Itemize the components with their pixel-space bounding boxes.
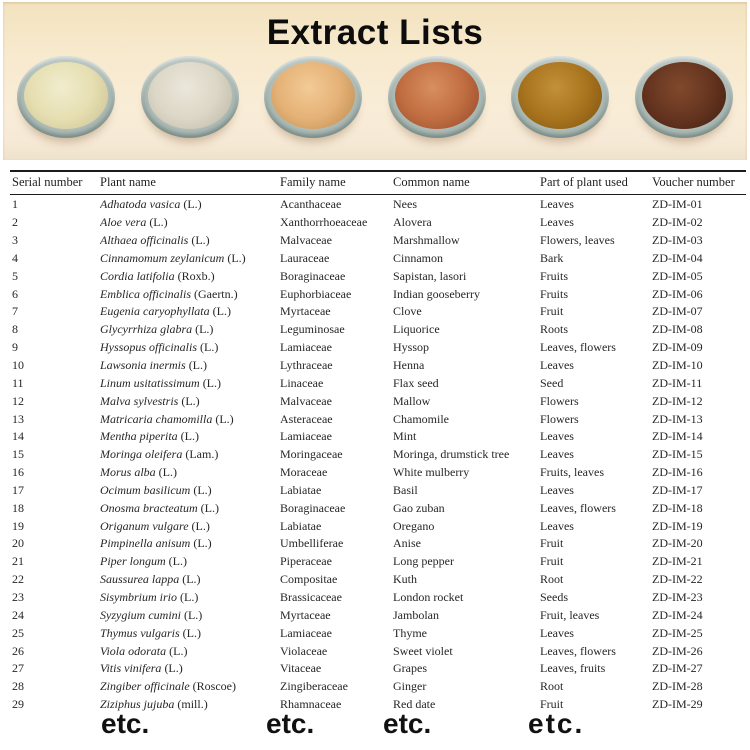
cell-family-name: Boraginaceae [280, 268, 346, 283]
plant-latin-name: Emblica officinalis [100, 286, 191, 301]
cell-part-of-plant: Seeds [540, 589, 568, 604]
cell-serial-number: 15 [12, 447, 24, 462]
petri-dish-bowl-1 [17, 56, 115, 138]
cell-voucher-number: ZD-IM-11 [652, 375, 703, 390]
cell-part-of-plant: Fruits, leaves [540, 465, 604, 480]
table-row [10, 339, 746, 357]
plant-latin-name: Mentha piperita [100, 429, 178, 444]
cell-voucher-number: ZD-IM-04 [652, 250, 703, 265]
cell-plant-name: Syzygium cumini (L.) [100, 607, 203, 622]
cell-common-name: Alovera [393, 215, 432, 230]
cell-serial-number: 1 [12, 197, 18, 212]
cell-common-name: Sweet violet [393, 643, 453, 658]
plant-latin-name: Malva sylvestris [100, 393, 179, 408]
cell-common-name: Chamomile [393, 411, 449, 426]
cell-serial-number: 10 [12, 358, 24, 373]
table-row [10, 428, 746, 446]
extract-photo-banner [3, 2, 747, 160]
cell-plant-name: Cinnamomum zeylanicum (L.) [100, 250, 246, 265]
cell-voucher-number: ZD-IM-12 [652, 393, 703, 408]
cell-serial-number: 17 [12, 482, 24, 497]
cell-plant-name: Pimpinella anisum (L.) [100, 536, 212, 551]
cell-family-name: Labiatae [280, 482, 322, 497]
cell-serial-number: 26 [12, 643, 24, 658]
etc-label-2: etc. [266, 708, 315, 739]
cell-part-of-plant: Leaves [540, 197, 574, 212]
cell-plant-name: Aloe vera (L.) [100, 215, 168, 230]
cell-voucher-number: ZD-IM-05 [652, 268, 703, 283]
cell-voucher-number: ZD-IM-16 [652, 465, 703, 480]
cell-part-of-plant: Leaves, fruits [540, 661, 606, 676]
cell-plant-name: Viola odorata (L.) [100, 643, 188, 658]
cell-family-name: Moringaceae [280, 447, 343, 462]
cell-plant-name: Lawsonia inermis (L.) [100, 358, 208, 373]
cell-common-name: Oregano [393, 518, 435, 533]
cell-family-name: Malvaceae [280, 393, 332, 408]
cell-serial-number: 19 [12, 518, 24, 533]
cell-serial-number: 20 [12, 536, 24, 551]
cell-part-of-plant: Fruit, leaves [540, 607, 600, 622]
cell-family-name: Acanthaceae [280, 197, 342, 212]
cell-family-name: Vitaceae [280, 661, 322, 676]
cell-plant-name: Ziziphus jujuba (mill.) [100, 697, 208, 712]
plant-latin-name: Linum usitatissimum [100, 375, 200, 390]
cell-voucher-number: ZD-IM-14 [652, 429, 703, 444]
light-tan-powder [271, 62, 355, 129]
cell-family-name: Lamiaceae [280, 625, 332, 640]
cell-family-name: Zingiberaceae [280, 679, 348, 694]
cell-voucher-number: ZD-IM-24 [652, 607, 703, 622]
cell-family-name: Euphorbiaceae [280, 286, 352, 301]
cell-common-name: Mallow [393, 393, 431, 408]
cell-family-name: Rhamnaceae [280, 697, 342, 712]
cell-part-of-plant: Leaves [540, 482, 574, 497]
table-row [10, 482, 746, 500]
cell-common-name: Thyme [393, 625, 427, 640]
cell-family-name: Boraginaceae [280, 500, 346, 515]
table-row [10, 642, 746, 660]
column-header-0: Serial number [12, 175, 83, 189]
cell-plant-name: Eugenia caryophyllata (L.) [100, 304, 231, 319]
cell-family-name: Compositae [280, 572, 338, 587]
golden-brown-powder [518, 62, 602, 129]
cell-family-name: Lamiaceae [280, 429, 332, 444]
table-row [10, 517, 746, 535]
cell-plant-name: Sisymbrium irio (L.) [100, 589, 199, 604]
cell-common-name: Nees [393, 197, 417, 212]
cell-serial-number: 11 [12, 375, 24, 390]
cell-serial-number: 8 [12, 322, 18, 337]
cell-part-of-plant: Fruits [540, 286, 569, 301]
table-row [10, 678, 746, 696]
cell-part-of-plant: Leaves, flowers [540, 340, 616, 355]
cell-family-name: Umbelliferae [280, 536, 344, 551]
cell-common-name: London rocket [393, 589, 464, 604]
cell-family-name: Myrtaceae [280, 607, 331, 622]
cell-family-name: Piperaceae [280, 554, 332, 569]
cell-serial-number: 23 [12, 589, 24, 604]
plant-latin-name: Syzygium cumini [100, 607, 181, 622]
petri-dish-bowl-5 [511, 56, 609, 138]
cell-voucher-number: ZD-IM-02 [652, 215, 703, 230]
cell-family-name: Violaceae [280, 643, 328, 658]
cell-plant-name: Zingiber officinale (Roscoe) [100, 679, 236, 694]
plant-latin-name: Sisymbrium irio [100, 589, 178, 604]
cell-common-name: Mint [393, 429, 417, 444]
cell-serial-number: 13 [12, 411, 24, 426]
cell-plant-name: Mentha piperita (L.) [100, 429, 199, 444]
cell-serial-number: 16 [12, 465, 24, 480]
cell-voucher-number: ZD-IM-09 [652, 340, 703, 355]
cell-plant-name: Cordia latifolia (Roxb.) [100, 268, 215, 283]
cell-family-name: Malvaceae [280, 233, 332, 248]
cell-plant-name: Matricaria chamomilla (L.) [100, 411, 234, 426]
cell-common-name: Moringa, drumstick tree [393, 447, 510, 462]
table-row [10, 267, 746, 285]
cell-family-name: Moraceae [280, 465, 328, 480]
cell-family-name: Lauraceae [280, 250, 330, 265]
cell-serial-number: 24 [12, 607, 24, 622]
cell-part-of-plant: Flowers, leaves [540, 233, 615, 248]
table-row [10, 535, 746, 553]
cell-part-of-plant: Leaves [540, 447, 574, 462]
plant-latin-name: Moringa oleifera [100, 447, 183, 462]
cell-serial-number: 18 [12, 500, 24, 515]
cell-serial-number: 3 [12, 233, 18, 248]
table-row [10, 374, 746, 392]
cell-common-name: Grapes [393, 661, 427, 676]
cell-plant-name: Onosma bracteatum (L.) [100, 500, 219, 515]
cell-common-name: Gao zuban [393, 500, 445, 515]
cell-serial-number: 28 [12, 679, 24, 694]
plant-latin-name: Cordia latifolia [100, 268, 175, 283]
cell-voucher-number: ZD-IM-27 [652, 661, 703, 676]
cell-serial-number: 25 [12, 625, 24, 640]
cell-part-of-plant: Fruit [540, 536, 564, 551]
table-row [10, 464, 746, 482]
plant-latin-name: Ziziphus jujuba [100, 697, 175, 712]
plant-latin-name: Thymus vulgaris [100, 625, 180, 640]
plant-latin-name: Zingiber officinale [100, 679, 190, 694]
cell-plant-name: Vitis vinifera (L.) [100, 661, 183, 676]
cell-part-of-plant: Fruits [540, 268, 569, 283]
plant-latin-name: Eugenia caryophyllata [100, 304, 210, 319]
petri-dish-bowl-2 [141, 56, 239, 138]
cell-serial-number: 4 [12, 250, 18, 265]
cell-common-name: White mulberry [393, 465, 470, 480]
table-row [10, 499, 746, 517]
table-row [10, 250, 746, 268]
cell-plant-name: Origanum vulgare (L.) [100, 518, 210, 533]
plant-latin-name: Matricaria chamomilla [100, 411, 213, 426]
plant-latin-name: Morus alba [100, 465, 156, 480]
plant-latin-name: Pimpinella anisum [100, 536, 191, 551]
plant-latin-name: Origanum vulgare [100, 518, 189, 533]
column-header-4: Part of plant used [540, 175, 628, 189]
cell-plant-name: Saussurea lappa (L.) [100, 572, 201, 587]
plant-latin-name: Althaea officinalis [100, 233, 189, 248]
cell-part-of-plant: Leaves, flowers [540, 643, 616, 658]
cell-part-of-plant: Roots [540, 322, 569, 337]
cell-plant-name: Morus alba (L.) [100, 465, 177, 480]
table-row [10, 446, 746, 464]
cell-voucher-number: ZD-IM-17 [652, 482, 703, 497]
plant-latin-name: Ocimum basilicum [100, 482, 191, 497]
cell-part-of-plant: Leaves [540, 215, 574, 230]
plant-latin-name: Onosma bracteatum [100, 500, 198, 515]
column-header-2: Family name [280, 175, 346, 189]
cell-part-of-plant: Seed [540, 375, 564, 390]
cell-voucher-number: ZD-IM-06 [652, 286, 703, 301]
cell-serial-number: 2 [12, 215, 18, 230]
table-row [10, 196, 746, 214]
cell-voucher-number: ZD-IM-01 [652, 197, 703, 212]
cell-part-of-plant: Fruit [540, 697, 564, 712]
cell-voucher-number: ZD-IM-15 [652, 447, 703, 462]
cell-serial-number: 29 [12, 697, 24, 712]
terracotta-powder [395, 62, 479, 129]
etc-label-4: etc. [528, 708, 585, 739]
cell-serial-number: 7 [12, 304, 18, 319]
cell-serial-number: 12 [12, 393, 24, 408]
table-row [10, 606, 746, 624]
cell-part-of-plant: Bark [540, 250, 564, 265]
petri-dish-bowl-4 [388, 56, 486, 138]
cell-voucher-number: ZD-IM-22 [652, 572, 703, 587]
cell-part-of-plant: Root [540, 679, 564, 694]
cell-common-name: Indian gooseberry [393, 286, 480, 301]
cell-voucher-number: ZD-IM-25 [652, 625, 703, 640]
cell-part-of-plant: Leaves, flowers [540, 500, 616, 515]
table-header-row [10, 170, 746, 195]
cell-family-name: Labiatae [280, 518, 322, 533]
column-header-1: Plant name [100, 175, 156, 189]
cell-common-name: Sapistan, lasori [393, 268, 467, 283]
table-row [10, 410, 746, 428]
cell-voucher-number: ZD-IM-13 [652, 411, 703, 426]
powder-bowls-row [3, 56, 747, 138]
plant-latin-name: Adhatoda vasica [100, 197, 181, 212]
cell-plant-name: Linum usitatissimum (L.) [100, 375, 222, 390]
cell-plant-name: Althaea officinalis (L.) [100, 233, 210, 248]
cell-part-of-plant: Flowers [540, 411, 579, 426]
table-row [10, 660, 746, 678]
table-row [10, 357, 746, 375]
cell-voucher-number: ZD-IM-26 [652, 643, 703, 658]
cell-plant-name: Malva sylvestris (L.) [100, 393, 200, 408]
cell-family-name: Lythraceae [280, 358, 333, 373]
cell-common-name: Cinnamon [393, 250, 443, 265]
cell-voucher-number: ZD-IM-23 [652, 589, 703, 604]
cell-plant-name: Adhatoda vasica (L.) [100, 197, 202, 212]
cell-common-name: Clove [393, 304, 422, 319]
cell-serial-number: 5 [12, 268, 18, 283]
plant-latin-name: Cinnamomum zeylanicum [100, 250, 225, 265]
table-row [10, 624, 746, 642]
cell-common-name: Ginger [393, 679, 427, 694]
cell-family-name: Brassicaceae [280, 589, 342, 604]
cell-voucher-number: ZD-IM-08 [652, 322, 703, 337]
cell-part-of-plant: Leaves [540, 625, 574, 640]
cell-voucher-number: ZD-IM-07 [652, 304, 703, 319]
cell-plant-name: Piper longum (L.) [100, 554, 187, 569]
plant-latin-name: Aloe vera [100, 215, 147, 230]
cell-part-of-plant: Fruit [540, 554, 564, 569]
petri-dish-bowl-3 [264, 56, 362, 138]
cell-voucher-number: ZD-IM-10 [652, 358, 703, 373]
cell-family-name: Leguminosae [280, 322, 345, 337]
table-row [10, 321, 746, 339]
etc-row [0, 708, 750, 746]
cell-common-name: Anise [393, 536, 421, 551]
cell-part-of-plant: Leaves [540, 518, 574, 533]
cell-plant-name: Ocimum basilicum (L.) [100, 482, 212, 497]
table-body [10, 195, 746, 713]
pale-cream-powder [24, 62, 108, 129]
cell-family-name: Asteraceae [280, 411, 333, 426]
cell-plant-name: Glycyrrhiza glabra (L.) [100, 322, 214, 337]
cell-common-name: Henna [393, 358, 425, 373]
cell-family-name: Myrtaceae [280, 304, 331, 319]
etc-label-1: etc. [101, 708, 150, 739]
table-row [10, 571, 746, 589]
cell-plant-name: Emblica officinalis (Gaertn.) [100, 286, 238, 301]
table-row [10, 392, 746, 410]
plant-latin-name: Vitis vinifera [100, 661, 162, 676]
plant-latin-name: Glycyrrhiza glabra [100, 322, 193, 337]
page-title: Extract Lists [266, 13, 484, 52]
cell-voucher-number: ZD-IM-03 [652, 233, 703, 248]
plant-latin-name: Viola odorata [100, 643, 167, 658]
cell-serial-number: 27 [12, 661, 24, 676]
cell-family-name: Lamiaceae [280, 340, 332, 355]
plant-latin-name: Lawsonia inermis [100, 358, 186, 373]
ivory-white-powder [148, 62, 232, 129]
cell-serial-number: 22 [12, 572, 24, 587]
table-row [10, 303, 746, 321]
cell-voucher-number: ZD-IM-29 [652, 697, 703, 712]
petri-dish-bowl-6 [635, 56, 733, 138]
cell-voucher-number: ZD-IM-28 [652, 679, 703, 694]
cell-serial-number: 6 [12, 286, 18, 301]
cell-voucher-number: ZD-IM-18 [652, 500, 703, 515]
cell-common-name: Hyssop [393, 340, 430, 355]
table-row [10, 589, 746, 607]
plant-latin-name: Hyssopus officinalis [100, 340, 198, 355]
column-header-3: Common name [393, 175, 470, 189]
cell-common-name: Marshmallow [393, 233, 460, 248]
cell-serial-number: 21 [12, 554, 24, 569]
cell-plant-name: Hyssopus officinalis (L.) [100, 340, 219, 355]
cell-serial-number: 14 [12, 429, 24, 444]
cell-common-name: Basil [393, 482, 418, 497]
column-header-5: Voucher number [652, 175, 735, 189]
table-row [10, 285, 746, 303]
cell-part-of-plant: Fruit [540, 304, 564, 319]
plant-latin-name: Piper longum [100, 554, 166, 569]
etc-label-3: etc. [383, 708, 432, 739]
plant-latin-name: Saussurea lappa [100, 572, 180, 587]
cell-voucher-number: ZD-IM-19 [652, 518, 703, 533]
cell-part-of-plant: Leaves [540, 358, 574, 373]
cell-plant-name: Thymus vulgaris (L.) [100, 625, 201, 640]
cell-common-name: Liquorice [393, 322, 440, 337]
table-row [10, 553, 746, 571]
cell-family-name: Linaceae [280, 375, 324, 390]
cell-common-name: Red date [393, 697, 436, 712]
table-row [10, 214, 746, 232]
cell-plant-name: Moringa oleifera (Lam.) [100, 447, 219, 462]
dark-brown-powder [642, 62, 726, 129]
cell-voucher-number: ZD-IM-20 [652, 536, 703, 551]
cell-voucher-number: ZD-IM-21 [652, 554, 703, 569]
cell-serial-number: 9 [12, 340, 18, 355]
table-row [10, 232, 746, 250]
cell-common-name: Flax seed [393, 375, 439, 390]
cell-common-name: Jambolan [393, 607, 439, 622]
cell-common-name: Long pepper [393, 554, 454, 569]
cell-common-name: Kuth [393, 572, 417, 587]
cell-part-of-plant: Flowers [540, 393, 579, 408]
cell-part-of-plant: Root [540, 572, 564, 587]
cell-part-of-plant: Leaves [540, 429, 574, 444]
cell-family-name: Xanthorrhoeaceae [280, 215, 368, 230]
extract-table [10, 170, 746, 713]
